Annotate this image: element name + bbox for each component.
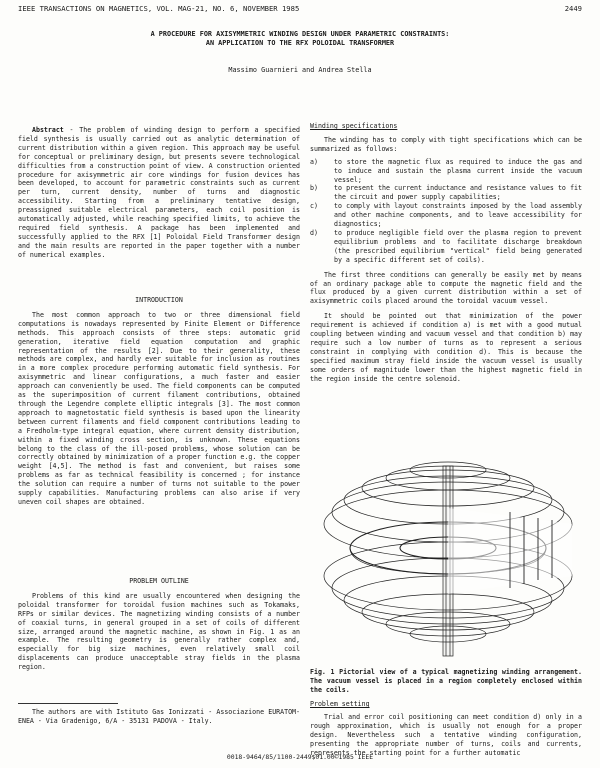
winding-specifications-section bbox=[310, 122, 582, 383]
problem-outline-section bbox=[18, 577, 300, 672]
winding-specifications-heading: Winding specifications bbox=[310, 122, 398, 130]
paper-authors: Massimo Guarnieri and Andrea Stella bbox=[228, 66, 372, 74]
problem-outline-paragraph: Problems of this kind are usually encountered when designing the poloidal transformer for toroidal fusion machines such as Tokamaks, RFPs or similar devices. The magnetizing winding consists of a number of coaxial turns, in general grouped in a set of coils of different size, arranged around the magnetic machine, as shown in Fig. 1 as an example. The resulting geometry is generally rather complex and, especially for big size machines, even relatively small coil displacements can produce unacceptable stray fields in the plasma region. bbox=[18, 591, 300, 672]
list-item-text: to store the magnetic flux as required to induce the gas and to induce and sustain the plasma current inside the vacuum vessel; bbox=[334, 157, 582, 184]
list-item bbox=[310, 184, 582, 202]
problem-outline-heading: PROBLEM OUTLINE bbox=[129, 577, 189, 585]
list-item bbox=[310, 158, 582, 185]
winding-arrangement-drawing bbox=[310, 448, 582, 666]
page-number: 2449 bbox=[564, 4, 582, 13]
figure-1-caption-block bbox=[310, 668, 582, 695]
specifications-list bbox=[310, 158, 582, 265]
winding-specifications-intro: The winding has to comply with tight specifications which can be summarized as follows: bbox=[310, 135, 582, 153]
abstract-keyword: Abstract bbox=[32, 126, 64, 134]
figure-1 bbox=[310, 448, 582, 666]
figure-1-caption: Fig. 1 Pictorial view of a typical magnetizing winding arrangement. The vacuum vessel is placed in a region completely enclosed within the coils. bbox=[310, 668, 582, 694]
winding-specifications-paragraph-2: The first three conditions can generally be easily met by means of an ordinary package able to compute the magnetic field and the flux produced by a given current distribution within a set of axisymmetric coils placed around the toroidal vacuum vessel. bbox=[310, 270, 582, 306]
abstract-text: - The problem of winding design to perform a specified field synthesis is usually carried out as analytic determination of current distribution within a given region. This approach may be useful for conceptual or preliminary design, but presents severe technological difficulties from a construction point of view. A construction oriented procedure for axisymmetric air core windings for fusion devices has been developed, to account for parametric constraints such as current per turn, current density, number of turns and diagnostic accessibility. Starting from a preliminary tentative design, preassigned suitable electrical parameters, each coil position is automatically adjusted, while reaching specified limits, to achieve the required field synthesis. A package has been implemented and successfully applied to the RFX [1] Poloidal Field Transformer design and the main results are reported in the paper together with a number of numerical examples. bbox=[18, 126, 300, 259]
introduction-heading: INTRODUCTION bbox=[135, 296, 183, 304]
footnote-block bbox=[18, 708, 300, 726]
list-marker: b) bbox=[310, 184, 318, 193]
list-item-text: to present the current inductance and resistance values to fit the circuit and power supply capabilities; bbox=[334, 184, 582, 202]
abstract bbox=[18, 126, 300, 260]
footnote-rule bbox=[18, 703, 118, 704]
title-line-1: A PROCEDURE FOR AXISYMMETRIC WINDING DESIGN UNDER PARAMETRIC CONSTRAINTS: bbox=[150, 30, 450, 38]
problem-setting-section bbox=[310, 700, 582, 757]
problem-setting-paragraph: Trial and error coil positioning can meet condition d) only in a rough approximation, which is usually not enough for a proper design. Nevertheless such a tentative winding configuration, presenting the appropriate number of turns, coils and currents, represents the starting point for a further automatic bbox=[310, 712, 582, 757]
title-line-2: AN APPLICATION TO THE RFX POLOIDAL TRANSFORMER bbox=[205, 39, 395, 47]
running-header bbox=[18, 4, 582, 16]
introduction-paragraph: The most common approach to two or three dimensional field computations is nowadays represented by Finite Element or Difference methods. This approach consists of three steps: automatic grid generation, iterative field equation computation and graphic representation of the results [2]. Due to their generality, these methods are complex, and hardly ever suitable for inclusion as routines in a more complex procedure performing automatic field synthesis. For axisymmetric and linear configurations, a much faster and easier approach can conveniently be used. The field components can be computed as the superimposition of current filament contributions, obtained through the Legendre complete elliptic integrals [3]. The most common approach to magnetostatic field synthesis is based upon the linearity between current filaments and field component contributions leading to a Fredholm-type integral equation, where current density distribution, within a fixed winding cross section, is unknown. These equations belong to the class of the ill-posed problems, whose solution can be correctly obtained by minimization of a proper function e.g. the copper weight [4,5]. The method is fast and convenient, but raises some problems as far as technical feasibility is concerned ; for instance the solution can require a number of turns not suitable to the power supply capabilities. Manufacturing problems can also arise if very uneven coil shapes are obtained. bbox=[18, 310, 300, 506]
list-item-text: to comply with layout constraints imposed by the load assembly and other machine components, and to leave accessibility for diagnostics; bbox=[334, 202, 582, 229]
list-item-text: to produce negligible field over the plasma region to prevent equilibrium problems and to facilitate discharge breakdown (the prescribed equilibrium "vertical" field being generated by a specific different set of coils). bbox=[334, 228, 582, 264]
paper-title bbox=[40, 30, 560, 48]
copyright-code: 0018-9464/85/1100-2449$01.00©1985 IEEE bbox=[226, 753, 374, 761]
winding-specifications-paragraph-3: It should be pointed out that minimization of the power requirement is achieved if condition a) is met with a good mutual coupling between winding and vacuum vessel and that condition b) may require such a low number of turns as to represent a serious constraint in complying with condition d). This is because the specified maximum stray field inside the vacuum vessel is usually some orders of magnitude lower than the highest magnetic field in the region inside the centre solenoid. bbox=[310, 312, 582, 383]
left-column bbox=[18, 126, 300, 260]
list-marker: c) bbox=[310, 202, 318, 211]
list-marker: a) bbox=[310, 157, 318, 166]
problem-setting-heading: Problem setting bbox=[310, 700, 370, 708]
list-item bbox=[310, 229, 582, 265]
journal-citation: IEEE TRANSACTIONS ON MAGNETICS, VOL. MAG-21, NO. 6, NOVEMBER 1985 bbox=[18, 4, 300, 13]
list-item bbox=[310, 202, 582, 229]
introduction-section bbox=[18, 296, 300, 507]
list-marker: d) bbox=[310, 228, 318, 237]
author-affiliation-footnote: The authors are with Istituto Gas Ionizzati - Associazione EURATOM-ENEA - Via Gradenigo, 6/A - 35131 PADOVA - Italy. bbox=[18, 708, 300, 725]
